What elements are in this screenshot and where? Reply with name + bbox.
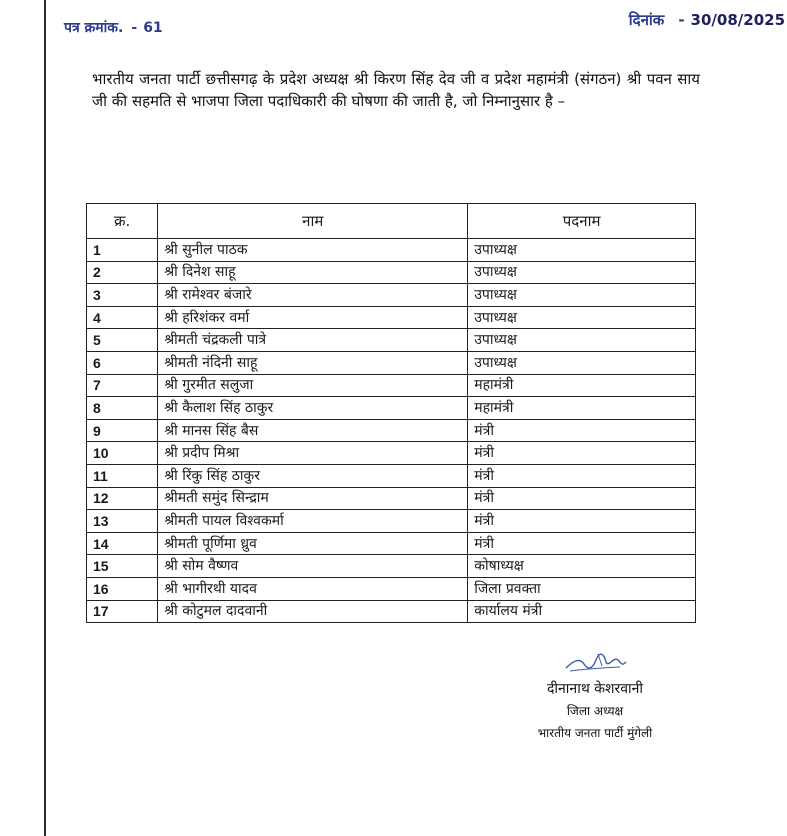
- name-cell: श्रीमती नंदिनी साहू: [158, 351, 468, 374]
- serial-cell: 2: [87, 261, 158, 284]
- designation-cell: मंत्री: [468, 532, 696, 555]
- date-separator: -: [678, 11, 685, 29]
- serial-cell: 12: [87, 487, 158, 510]
- name-cell: श्री गुरमीत सलुजा: [158, 374, 468, 397]
- table-row: [87, 374, 696, 397]
- serial-cell: 10: [87, 442, 158, 465]
- designation-cell: उपाध्यक्ष: [468, 284, 696, 307]
- serial-cell: 13: [87, 510, 158, 533]
- name-cell: श्री मानस सिंह बैस: [158, 419, 468, 442]
- serial-cell: 1: [87, 239, 158, 262]
- header-designation: पदनाम: [468, 204, 696, 239]
- name-cell: श्री रिंकु सिंह ठाकुर: [158, 464, 468, 487]
- letter-date: [629, 10, 785, 30]
- name-cell: श्रीमती समुंद सिन्द्राम: [158, 487, 468, 510]
- serial-cell: 3: [87, 284, 158, 307]
- table-row: [87, 577, 696, 600]
- name-cell: श्री हरिशंकर वर्मा: [158, 306, 468, 329]
- designation-cell: कोषाध्यक्ष: [468, 555, 696, 578]
- name-cell: श्री भागीरथी यादव: [158, 577, 468, 600]
- serial-cell: 17: [87, 600, 158, 623]
- date-label: दिनांक: [628, 11, 665, 29]
- designation-cell: मंत्री: [468, 464, 696, 487]
- signatory-name: दीनानाथ केशरवानी: [546, 681, 644, 697]
- header-name: नाम: [158, 204, 468, 239]
- designation-cell: उपाध्यक्ष: [468, 239, 696, 262]
- designation-cell: मंत्री: [468, 487, 696, 510]
- serial-cell: 15: [87, 555, 158, 578]
- name-cell: श्री सोम वैष्णव: [158, 555, 468, 578]
- name-cell: श्री कैलाश सिंह ठाकुर: [158, 397, 468, 420]
- name-cell: श्रीमती पूर्णिमा ध्रुव: [158, 532, 468, 555]
- name-cell: श्री कोटुमल दादवानी: [158, 600, 468, 623]
- table-row: [87, 239, 696, 262]
- designation-cell: उपाध्यक्ष: [468, 261, 696, 284]
- table-row: [87, 306, 696, 329]
- name-cell: श्री प्रदीप मिश्रा: [158, 442, 468, 465]
- signature-block: [510, 650, 680, 744]
- serial-cell: 4: [87, 306, 158, 329]
- serial-cell: 8: [87, 397, 158, 420]
- reference-separator: -: [131, 20, 138, 36]
- name-cell: श्री रामेश्वर बंजारे: [158, 284, 468, 307]
- table-row: [87, 284, 696, 307]
- serial-cell: 7: [87, 374, 158, 397]
- designation-cell: उपाध्यक्ष: [468, 329, 696, 352]
- table-body: [87, 239, 696, 623]
- table-row: [87, 397, 696, 420]
- designation-cell: महामंत्री: [468, 397, 696, 420]
- designation-cell: मंत्री: [468, 510, 696, 533]
- designation-cell: जिला प्रवक्ता: [468, 577, 696, 600]
- name-cell: श्री सुनील पाठक: [158, 239, 468, 262]
- table-header-row: [87, 204, 696, 239]
- designation-cell: महामंत्री: [468, 374, 696, 397]
- serial-cell: 11: [87, 464, 158, 487]
- table-row: [87, 555, 696, 578]
- reference-number: [64, 18, 163, 37]
- table-row: [87, 510, 696, 533]
- signatory-title: जिला अध्यक्ष: [566, 704, 624, 718]
- name-cell: श्रीमती चंद्रकली पात्रे: [158, 329, 468, 352]
- serial-cell: 5: [87, 329, 158, 352]
- serial-cell: 16: [87, 577, 158, 600]
- reference-label: पत्र क्रमांक.: [64, 20, 124, 36]
- signature-mark: [560, 650, 630, 676]
- designation-cell: उपाध्यक्ष: [468, 306, 696, 329]
- table-row: [87, 419, 696, 442]
- serial-cell: 9: [87, 419, 158, 442]
- table-row: [87, 351, 696, 374]
- table-row: [87, 261, 696, 284]
- designation-cell: मंत्री: [468, 419, 696, 442]
- table-row: [87, 329, 696, 352]
- header-serial: क्र.: [87, 204, 158, 239]
- reference-value: 61: [143, 20, 163, 36]
- table-row: [87, 487, 696, 510]
- signatory-organization: भारतीय जनता पार्टी मुंगेली: [537, 726, 653, 740]
- serial-cell: 14: [87, 532, 158, 555]
- serial-cell: 6: [87, 351, 158, 374]
- page-margin-line: [44, 0, 46, 836]
- designation-cell: उपाध्यक्ष: [468, 351, 696, 374]
- table-row: [87, 442, 696, 465]
- table-row: [87, 464, 696, 487]
- date-value: 30/08/2025: [690, 11, 785, 29]
- office-bearers-table: [86, 203, 696, 623]
- intro-paragraph: भारतीय जनता पार्टी छत्तीसगढ़ के प्रदेश अध्यक्ष श्री किरण सिंह देव जी व प्रदेश महामंत्री (संगठन) श्री पवन साय जी की सहमति से भाजपा जिला पदाधिकारी की घोषणा की जाती है, जो निम्नानुसार है –: [92, 70, 700, 110]
- table-row: [87, 600, 696, 623]
- designation-cell: कार्यालय मंत्री: [468, 600, 696, 623]
- name-cell: श्रीमती पायल विश्वकर्मा: [158, 510, 468, 533]
- name-cell: श्री दिनेश साहू: [158, 261, 468, 284]
- table-row: [87, 532, 696, 555]
- designation-cell: मंत्री: [468, 442, 696, 465]
